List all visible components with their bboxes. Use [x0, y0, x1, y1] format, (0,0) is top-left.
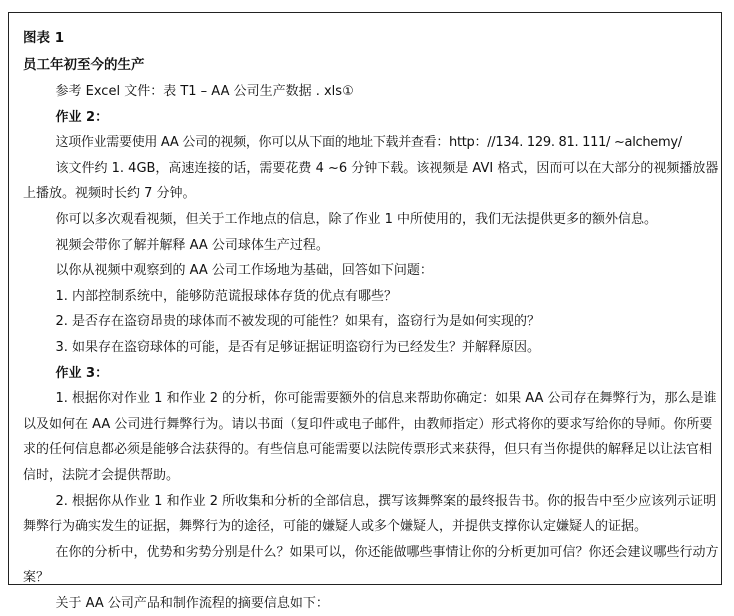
figure-label: 图表 1	[23, 30, 65, 46]
task-item: 2. 根据你从作业 1 和作业 2 所收集和分析的全部信息，撰写该舞弊案的最终报告书。你的报告中至少应该列示证明舞弊行为确实发生的证据，舞弊行为的途径，可能的嫌疑人或多个嫌疑人，并提供支撑你认定嫌疑人的证据。	[23, 493, 717, 535]
figure-title: 员工年初至今的生产	[23, 57, 145, 73]
paragraph: 以你从视频中观察到的 AA 公司工作场地为基础，回答如下问题：	[55, 263, 433, 279]
question-item: 1. 内部控制系统中，能够防范谎报球体存货的优点有哪些？	[55, 288, 398, 304]
assignment3-heading: 作业 3：	[55, 365, 109, 381]
question-item: 2. 是否存在盗窃昂贵的球体而不被发现的可能性？如果有，盗窃行为是如何实现的？	[55, 314, 541, 330]
document-body	[23, 25, 720, 616]
paragraph: 这项作业需要使用 AA 公司的视频，你可以从下面的地址下载并查看：http：//134. 129. 81. 111/ ~alchemy/	[55, 135, 682, 151]
paragraph: 你可以多次观看视频，但关于工作地点的信息，除了作业 1 中所使用的，我们无法提供更多的额外信息。	[55, 211, 658, 227]
reference-file: 参考 Excel 文件：表 T1 – AA 公司生产数据 . xls①	[55, 84, 354, 99]
assignment2-heading: 作业 2：	[55, 109, 109, 125]
paragraph: 视频会带你了解并解释 AA 公司球体生产过程。	[55, 237, 329, 253]
question-item: 3. 如果存在盗窃球体的可能，是否有足够证据证明盗窃行为已经发生？并解释原因。	[55, 339, 541, 355]
paragraph: 在你的分析中，优势和劣势分别是什么？如果可以，你还能做哪些事情让你的分析更加可信？你还会建议哪些行动方案？	[23, 544, 719, 586]
document-frame	[8, 12, 722, 611]
paragraph: 该文件约 1. 4GB，高速连接的话，需要花费 4 ~6 分钟下载。该视频是 AVI 格式，因而可以在大部分的视频播放器上播放。视频时长约 7 分钟。	[23, 160, 719, 202]
paragraph: 关于 AA 公司产品和制作流程的摘要信息如下：	[55, 595, 329, 611]
task-item: 1. 根据你对作业 1 和作业 2 的分析，你可能需要额外的信息来帮助你确定：如果 AA 公司存在舞弊行为，那么是谁以及如何在 AA 公司进行舞弊行为。请以书面（复印件或电子邮件，由教师指定）形式将你的要求写给你的导师。你所要求的任何信息都必须是能够合法获得的。有些信息可能需要以法院传票形式来获得，但只有当你提供的解释足以让法官相信时，法院才会提供帮助。	[23, 391, 717, 483]
